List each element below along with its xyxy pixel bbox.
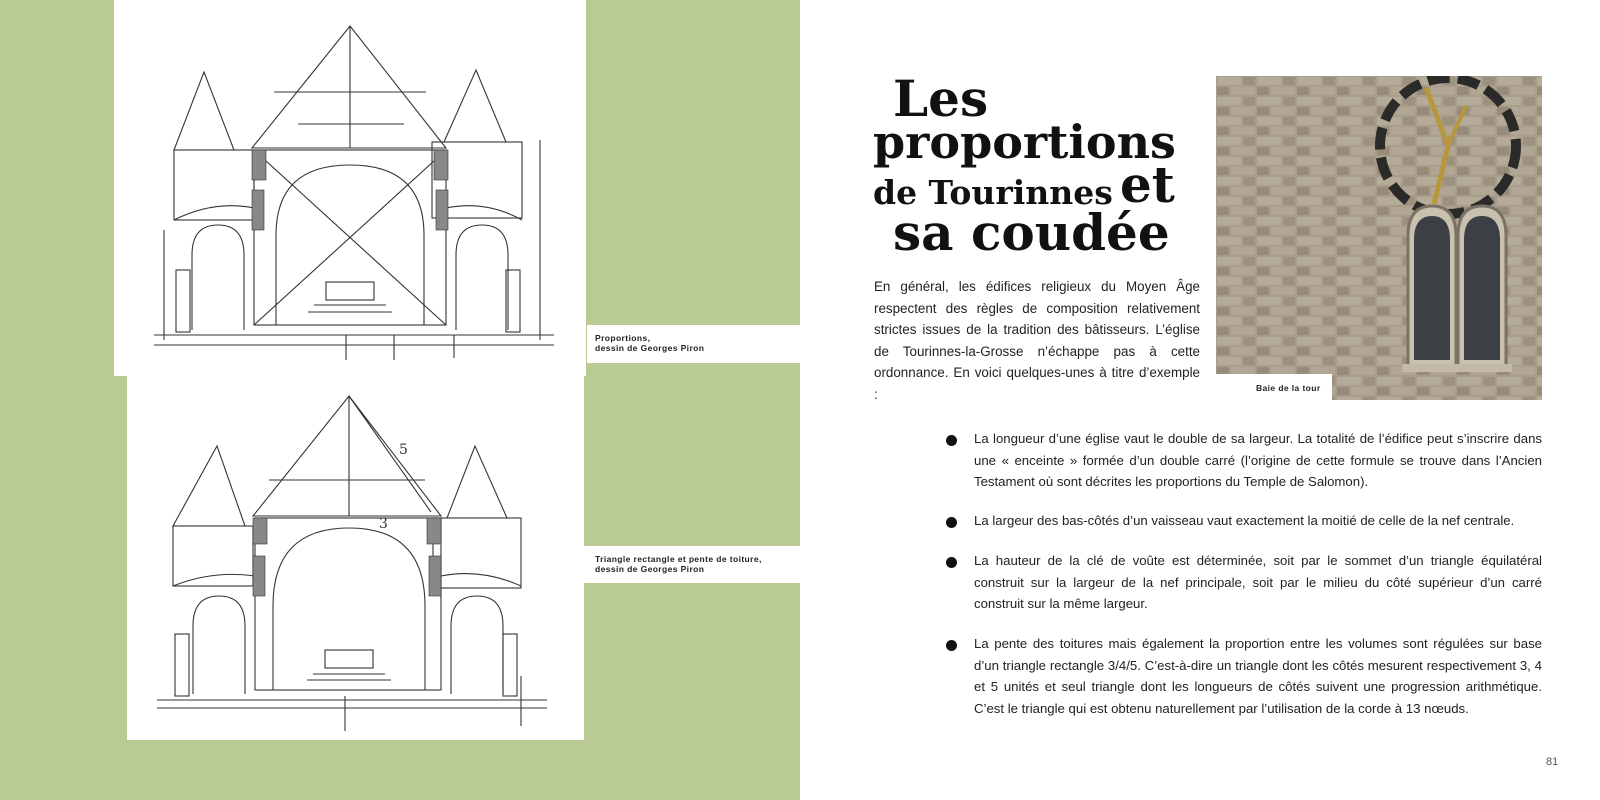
church-section-drawing-proportions	[114, 0, 586, 376]
bullet-item: La hauteur de la clé de voûte est déterminée, soit par le sommet d’un triangle équilatéral construit sur la largeur de la nef principale, soit par le milieu du côté supérieur d’un carré construit sur la même largeur.	[974, 553, 1542, 611]
drawing-annotation-5: 5	[399, 442, 408, 458]
church-section-drawing-triangle	[127, 376, 584, 740]
caption-line: dessin de Georges Piron	[595, 343, 705, 353]
church-section-svg-2	[127, 376, 584, 740]
church-section-svg-1	[114, 0, 586, 376]
drawing-caption-1	[587, 325, 800, 363]
drawing-annotation-3: 3	[379, 516, 388, 532]
tower-window-photo	[1216, 76, 1542, 400]
bullet-icon	[946, 517, 957, 528]
caption-line: dessin de Georges Piron	[595, 564, 705, 574]
page-number: 81	[1546, 756, 1559, 768]
bullet-icon	[946, 557, 957, 568]
intro-paragraph: En général, les édifices religieux du Moyen Âge respectent des règles de composition relativement strictes issues de la tradition des bâtisseurs. L’église de Tourinnes-la-Grosse n’échappe pas à cette ordonnance. En voici quelques-unes à titre d’exemple :	[874, 279, 1200, 402]
caption-line: Proportions,	[595, 333, 651, 343]
photo-caption-text: Baie de la tour	[1256, 383, 1321, 393]
page-title-line: de Tourinnes	[873, 173, 1113, 212]
page-title-line: sa coudée	[893, 203, 1170, 262]
bullet-icon	[946, 435, 957, 446]
bullet-item: La largeur des bas-côtés d’un vaisseau vaut exactement la moitié de celle de la nef centrale.	[974, 513, 1515, 528]
bullet-item: La longueur d’une église vaut le double de sa largeur. La totalité de l’édifice peut s’inscrire dans une « enceinte » formée d’un double carré (l’origine de cette formule se trouve dans l’Ancien Testament où sont décrites les proportions du Temple de Salomon).	[974, 431, 1542, 489]
photo-caption	[1216, 374, 1332, 400]
bullet-icon	[946, 640, 957, 651]
page-title-line: proportions	[873, 115, 1176, 169]
page-title-line: Les	[893, 69, 989, 128]
page-title-line: et	[1120, 155, 1175, 214]
tower-photo-svg	[1216, 76, 1542, 400]
caption-line: Triangle rectangle et pente de toiture,	[595, 554, 762, 564]
bullet-item: La pente des toitures mais également la proportion entre les volumes sont régulées sur base d’un triangle rectangle 3/4/5. C’est-à-dire un triangle dont les côtés mesurent respectivement 3, 4 et 5 unités et seul triangle dont les longueurs de côtés suivent une progression arithmétique. C’est le triangle qui est obtenu naturellement par l’utilisation de la corde à 13 nœuds.	[974, 636, 1542, 716]
drawing-caption-2	[584, 546, 800, 583]
